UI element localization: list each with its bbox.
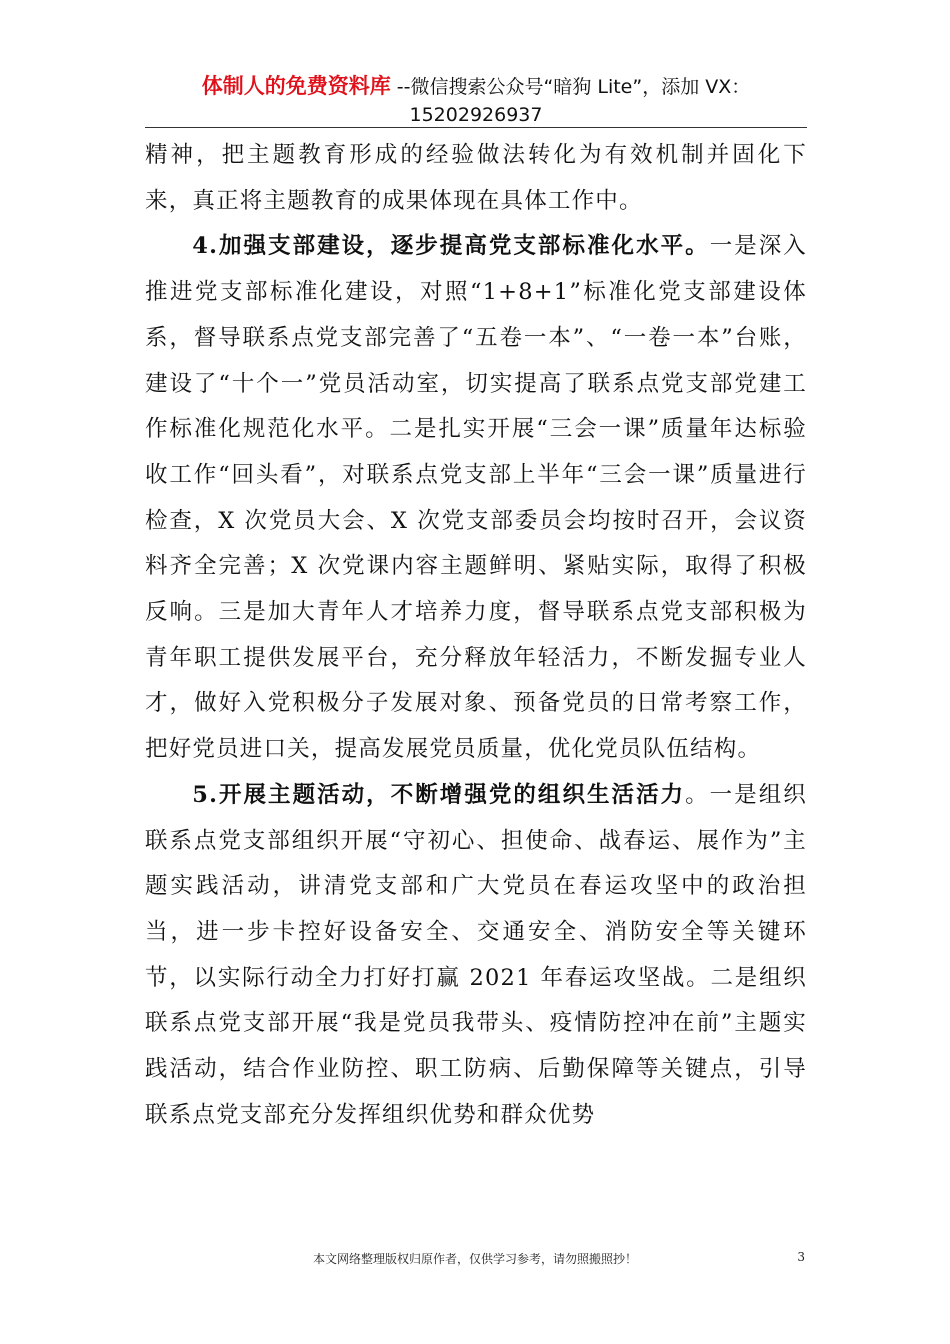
header-rule (145, 127, 807, 128)
paragraph-section-4 (145, 224, 807, 772)
section-5-heading: 5.开展主题活动，不断增强党的组织生活活力 (192, 781, 686, 808)
header-phone: 15202926937 (409, 104, 543, 126)
header-notice: --微信搜索公众号“暗狗 Lite”，添加 VX： (390, 76, 751, 98)
section-4-text: 一是深入推进党支部标准化建设，对照“1+8+1”标准化党支部建设体系，督导联系点党支部完善了“五卷一本”、“一卷一本”台账，建设了“十个一”党员活动室，切实提高了联系点党支部党建工作标准化规范化水平。二是扎实开展“三会一课”质量年达标验收工作“回头看”，对联系点党支部上半年“三会一课”质量进行检查，X 次党员大会、X 次党支部委员会均按时召开，会议资料齐全完善；X 次党课内容主题鲜明、紧贴实际，取得了积极反响。三是加大青年人才培养力度，督导联系点党支部积极为青年职工提供发展平台，充分释放年轻活力，不断发掘专业人才，做好入党积极分子发展对象、预备党员的日常考察工作，把好党员进口关，提高发展党员质量，优化党员队伍结构。 (145, 233, 807, 763)
paragraph-section-5 (145, 773, 807, 1139)
section-4-heading: 4.加强支部建设，逐步提高党支部标准化水平。 (192, 233, 710, 260)
paragraph-continuation: 精神，把主题教育形成的经验做法转化为有效机制并固化下来，真正将主题教育的成果体现在具体工作中。 (145, 142, 807, 214)
page-number: 3 (797, 1250, 805, 1264)
page-header (145, 72, 807, 129)
footer-notice: 本文网络整理版权归原作者，仅供学习参考，请勿照搬照抄！ (312, 1252, 637, 1266)
header-brand: 体制人的免费资料库 (201, 74, 391, 98)
document-body (145, 133, 807, 1138)
section-5-text: 。一是组织联系点党支部组织开展“守初心、担使命、战春运、展作为”主题实践活动，讲清党支部和广大党员在春运攻坚中的政治担当，进一步卡控好设备安全、交通安全、消防安全等关键环节，以实际行动全力打好打赢 2021 年春运攻坚战。二是组织联系点党支部开展“我是党员我带头、疫情防控冲在前”主题实践活动，结合作业防控、职工防病、后勤保障等关键点，引导联系点党支部充分发挥组织优势和群众优势 (145, 781, 807, 1128)
